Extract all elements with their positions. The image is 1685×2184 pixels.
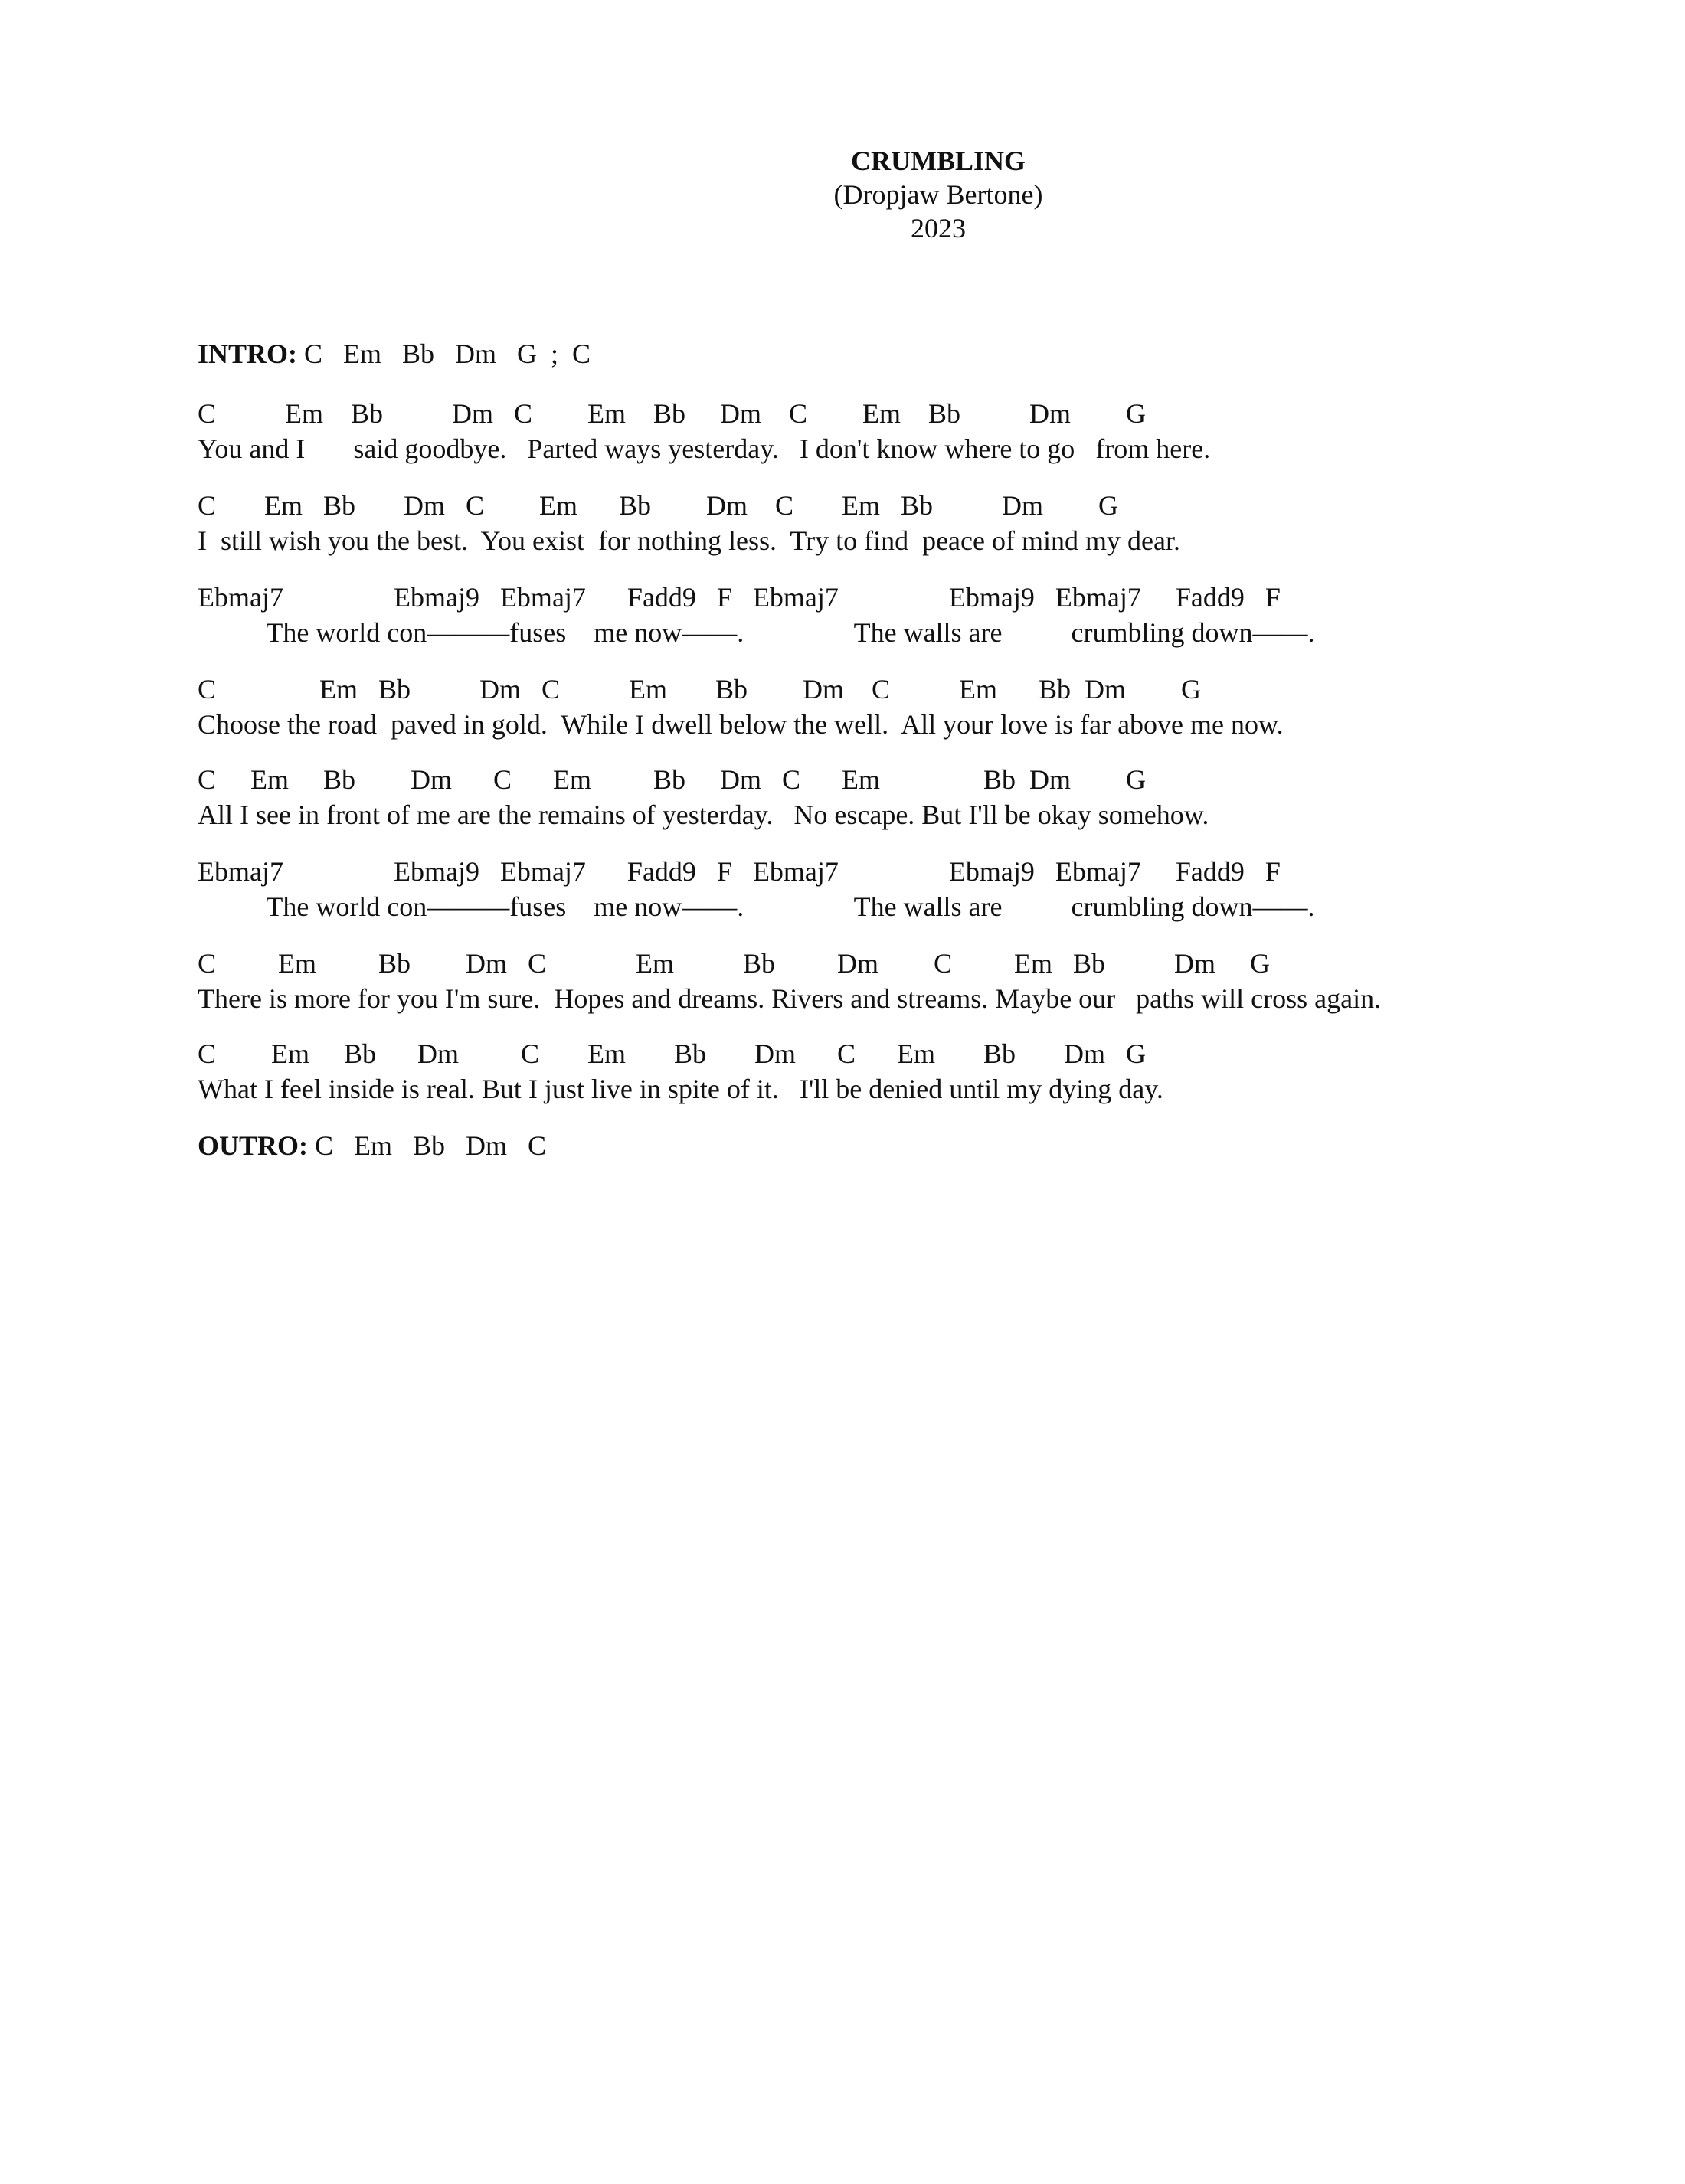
chorus-1-lyrics: The world con———fuses me now——. The walls are crumbling down——.: [198, 617, 1315, 648]
outro-line: [198, 1129, 546, 1162]
chorus-1-chords: Ebmaj7 Ebmaj9 Ebmaj7 Fadd9 F Ebmaj7 Ebmaj9 Ebmaj7 Fadd9 F: [198, 582, 1281, 613]
intro-line: [198, 337, 591, 371]
verse-1-lyrics: You and I said goodbye. Parted ways yesterday. I don't know where to go from here.: [198, 433, 1211, 464]
verse-2-chords: C Em Bb Dm C Em Bb Dm C Em Bb Dm G: [198, 490, 1119, 521]
verse-4-lyrics: All I see in front of me are the remains of yesterday. No escape. But I'll be okay somehow.: [198, 799, 1209, 830]
verse-5-lyrics: There is more for you I'm sure. Hopes and dreams. Rivers and streams. Maybe our paths will cross again.: [198, 983, 1382, 1014]
verse-4-chords: C Em Bb Dm C Em Bb Dm C Em Bb Dm G: [198, 764, 1147, 795]
verse-6-chords: C Em Bb Dm C Em Bb Dm C Em Bb Dm G: [198, 1038, 1147, 1069]
verse-2-lyrics: I still wish you the best. You exist for nothing less. Try to find peace of mind my dear.: [198, 525, 1180, 556]
intro-label: INTRO:: [198, 338, 298, 369]
intro-chords: C Em Bb Dm G ; C: [297, 338, 591, 369]
outro-chords: C Em Bb Dm C: [308, 1130, 547, 1161]
song-header: [785, 144, 1091, 245]
verse-6-lyrics: What I feel inside is real. But I just live in spite of it. I'll be denied until my dying day.: [198, 1074, 1163, 1104]
song-year: 2023: [911, 213, 966, 244]
verse-5-chords: C Em Bb Dm C Em Bb Dm C Em Bb Dm G: [198, 948, 1271, 979]
song-artist: (Dropjaw Bertone): [833, 179, 1043, 210]
chorus-2-chords: Ebmaj7 Ebmaj9 Ebmaj7 Fadd9 F Ebmaj7 Ebmaj9 Ebmaj7 Fadd9 F: [198, 856, 1281, 887]
verse-1-chords: C Em Bb Dm C Em Bb Dm C Em Bb Dm G: [198, 398, 1147, 429]
verse-3-lyrics: Choose the road paved in gold. While I dwell below the well. All your love is far above me now.: [198, 709, 1284, 740]
outro-label: OUTRO:: [198, 1130, 308, 1161]
verse-3-chords: C Em Bb Dm C Em Bb Dm C Em Bb Dm G: [198, 674, 1202, 705]
song-title: CRUMBLING: [850, 145, 1026, 176]
chorus-2-lyrics: The world con———fuses me now——. The walls are crumbling down——.: [198, 891, 1315, 922]
